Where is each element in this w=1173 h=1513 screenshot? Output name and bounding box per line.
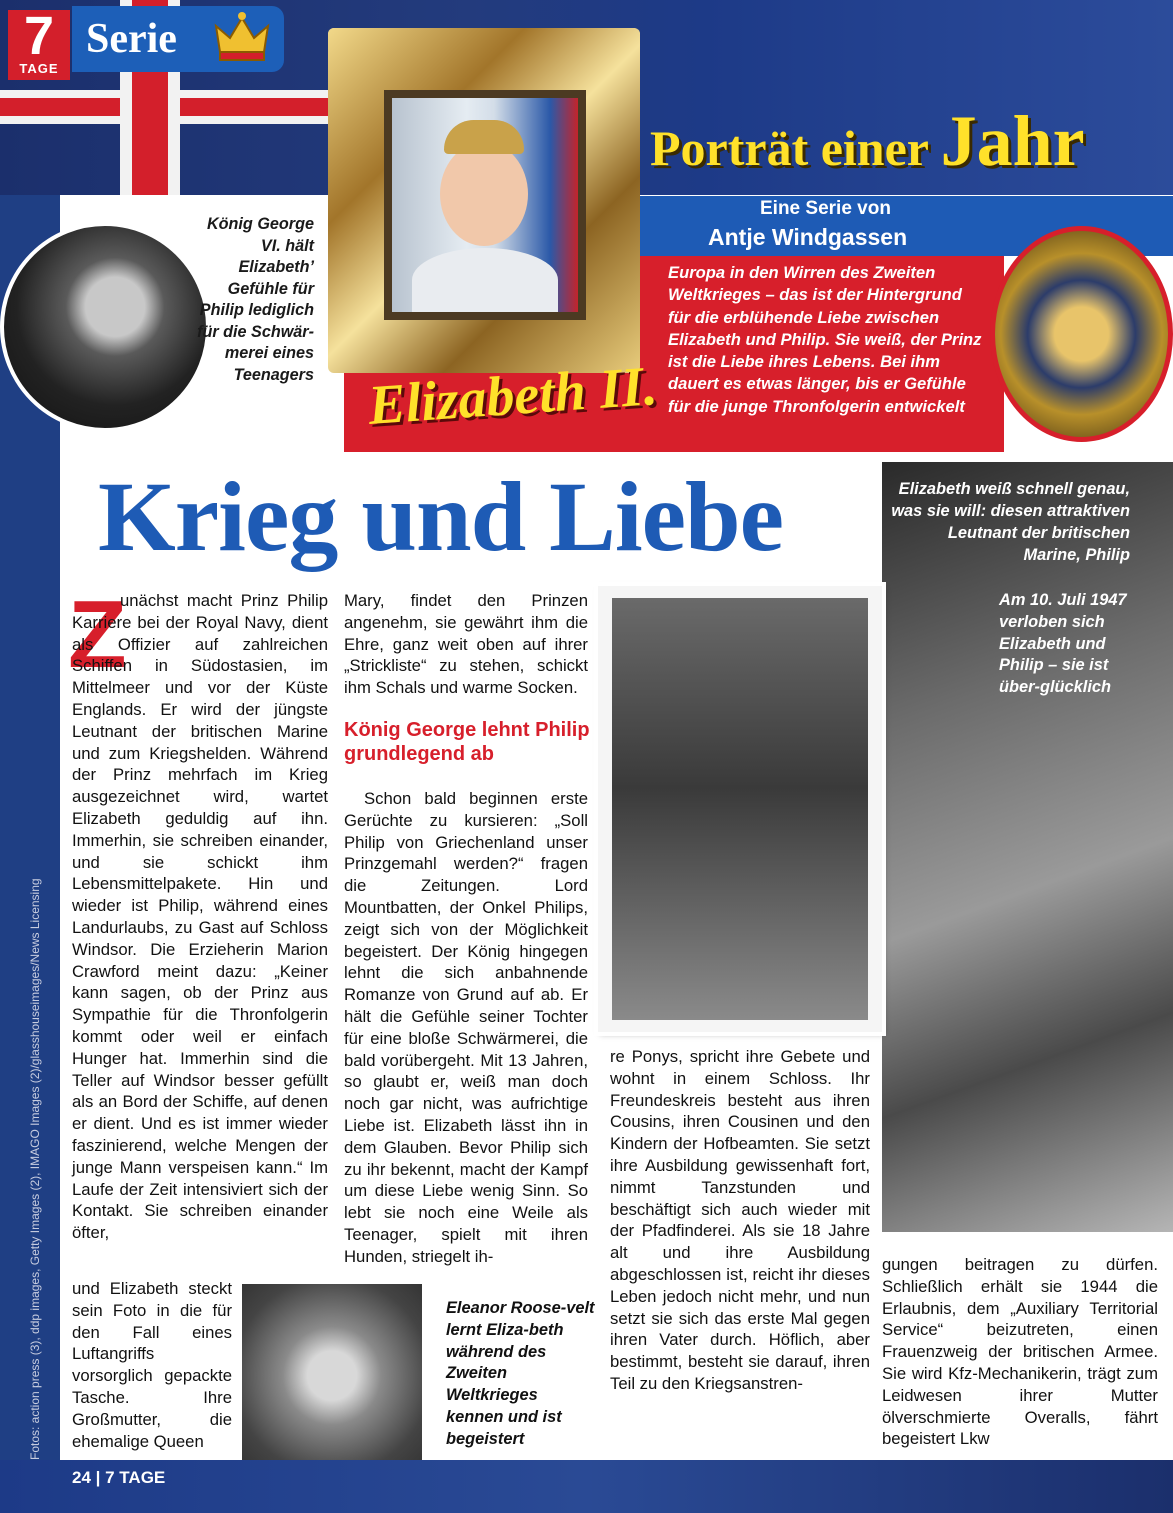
king-george-photo [0,222,210,432]
article-column-1: unächst macht Prinz Philip Karriere bei der Royal Navy, dient als Offizier auf zahlreichen Schiffen in Südostasien, im Mittelmeer und vor der Küste Englands. Er wird der jüngste Leutnant der britischen Marine und zum Kriegshelden. Während der Prinz mehrfach im Krieg ausgezeichnet wird, wartet Elizabeth geduldig auf ihn. Immerhin, sie schreiben einander, und sie schickt ihm Lebensmittelpakete. Hin und wieder ist Philip, während eines Landurlaubs, zu Gast auf Schloss Windsor. Die Erzieherin Marion Crawford meint dazu: „Keiner kann sagen, ob der Prinz aus Sympathie für die Thronfolgerin kommt oder weil er einfach Hunger hat. Immerhin sind die Teller auf Windsor besser gefüllt als an Bord der Schiffe, auf denen er dient. Und es ist immer wieder faszinierend, welche Mengen der junge Mann verspeisen kann.“ Im Laufe der Zeit intensiviert sich der Kontakt. Sie schreiben einander öfter, [72,591,328,1243]
article-column-2-body: Schon bald beginnen erste Gerüchte zu kursieren: „Soll Philip von Griechenland unser Prinzgemahl werden?“ fragen die Zeitungen. Lord Mountbatten, der Onkel Philips, zeigt sich von der Möglichkeit begeistert. Der König hingegen lehnt die sich anbahnende Romanze von Grund auf ab. Er hält die Gefühle seiner Tochter für eine bloße Schwärmerei, die bald vorübergeht. Mit 13 Jahren, so glaubt er, weiß man doch noch gar nicht, was aufrichtige Liebe ist. Elizabeth lässt ihn in dem Glauben. Bevor Philip sich zu ihr bekennt, macht der Kampf um diese Liebe wenig Sinn. So lebt sie noch eine Weile als Teenager, spielt mit ihren Hunden, striegelt ih- [344,789,588,1266]
crown-icon [212,8,272,68]
series-label: Serie [72,6,284,72]
drop-cap: Z [68,581,127,688]
queen-photo [392,98,578,312]
caption-engagement: Am 10. Juli 1947 verloben sich Elizabeth und Philip – sie ist über-glücklich [999,591,1127,697]
george-caption: König George VI. hält Elizabeth’ Gefühle für Philip lediglich für die Schwär-merei eines Teenagers [197,215,314,384]
subheading: König George lehnt Philip grundlegend ab [344,719,590,765]
magazine-logo: 7 TAGE [8,10,70,80]
caption-right-top: Elizabeth weiß schnell genau, was sie will: diesen attraktiven Leutnant der britischen Marine, Philip [891,480,1130,564]
photo-credits: Fotos: action press (3), ddp images, Getty Images (2), IMAGO Images (2)/glasshouseimages/News Licensing [28,878,42,1460]
byline-author: Antje Windgassen [708,224,908,250]
elizabeth-closeup-photo [882,462,1173,1232]
intro-text: Europa in den Wirren des Zweiten Weltkrieges – das ist der Hintergrund für die erblühende Liebe zwischen Elizabeth und Philip. Sie weiß, der Prinz ist die Liebe ihres Lebens. Bei ihm dauert es etwas länger, bis er Gefühle für die junge Thronfolgerin entwickelt [668,263,982,416]
series-title: Porträt einer Jahr [650,101,1085,181]
eleanor-caption: Eleanor Roose-velt lernt Eliza-beth während des Zweiten Weltkrieges kennen und ist begeistert [446,1299,595,1448]
page-number: 24 | 7 TAGE [72,1468,166,1487]
byline-series: Eine Serie von [760,198,891,219]
coat-of-arms-image [990,226,1173,442]
frame-overlay [328,28,640,373]
article-column-2: Mary, findet den Prinzen angenehm, sie gewährt ihm die Ehre, ganz weit oben auf ihrer „Strickliste“ zu stehen, schickt ihm Schals und warme Socken. [344,591,588,698]
article-column-3: re Ponys, spricht ihre Gebete und wohnt in einem Schloss. Ihr Freundeskreis besteht aus ihren Cousins, ihren Cousinen und den Kindern der Hofbeamten. Sie setzt ihre Ausbildung gewissenhaft fort, nimmt Tanzstunden und beschäftigt sich auch wieder mit der Pfadfinderei. Als sie 18 Jahre alt und ihre Ausbildung abgeschlossen ist, reicht ihr dieses Leben jedoch nicht mehr, und nun setzt sie sich das erste Mal gegen ihren Vater durch. Höflich, aber bestimmt, besteht sie darauf, ihren Teil zu den Kriegsanstren- [610,1047,870,1393]
article-column-1-tail: und Elizabeth steckt sein Foto in die für den Fall eines Luftangriffs vorsorglich gepackte Tasche. Ihre Großmutter, die ehemalige Queen [72,1279,232,1451]
article-column-4: gungen beitragen zu dürfen. Schließlich erhält sie 1944 die Erlaubnis, dem „Auxiliary Territorial Service“ beizutreten, einen Frauenzweig der britischen Armee. Sie wird Kfz-Mechanikerin, trägt zum Leidwesen ihrer Mutter ölverschmierte Overalls, fährt begeistert Lkw [882,1255,1158,1449]
elizabeth-title: Elizabeth II. [366,354,660,438]
footer-band [0,1460,1173,1513]
engagement-photo [598,586,882,1032]
headline: Krieg und Liebe [98,461,784,572]
